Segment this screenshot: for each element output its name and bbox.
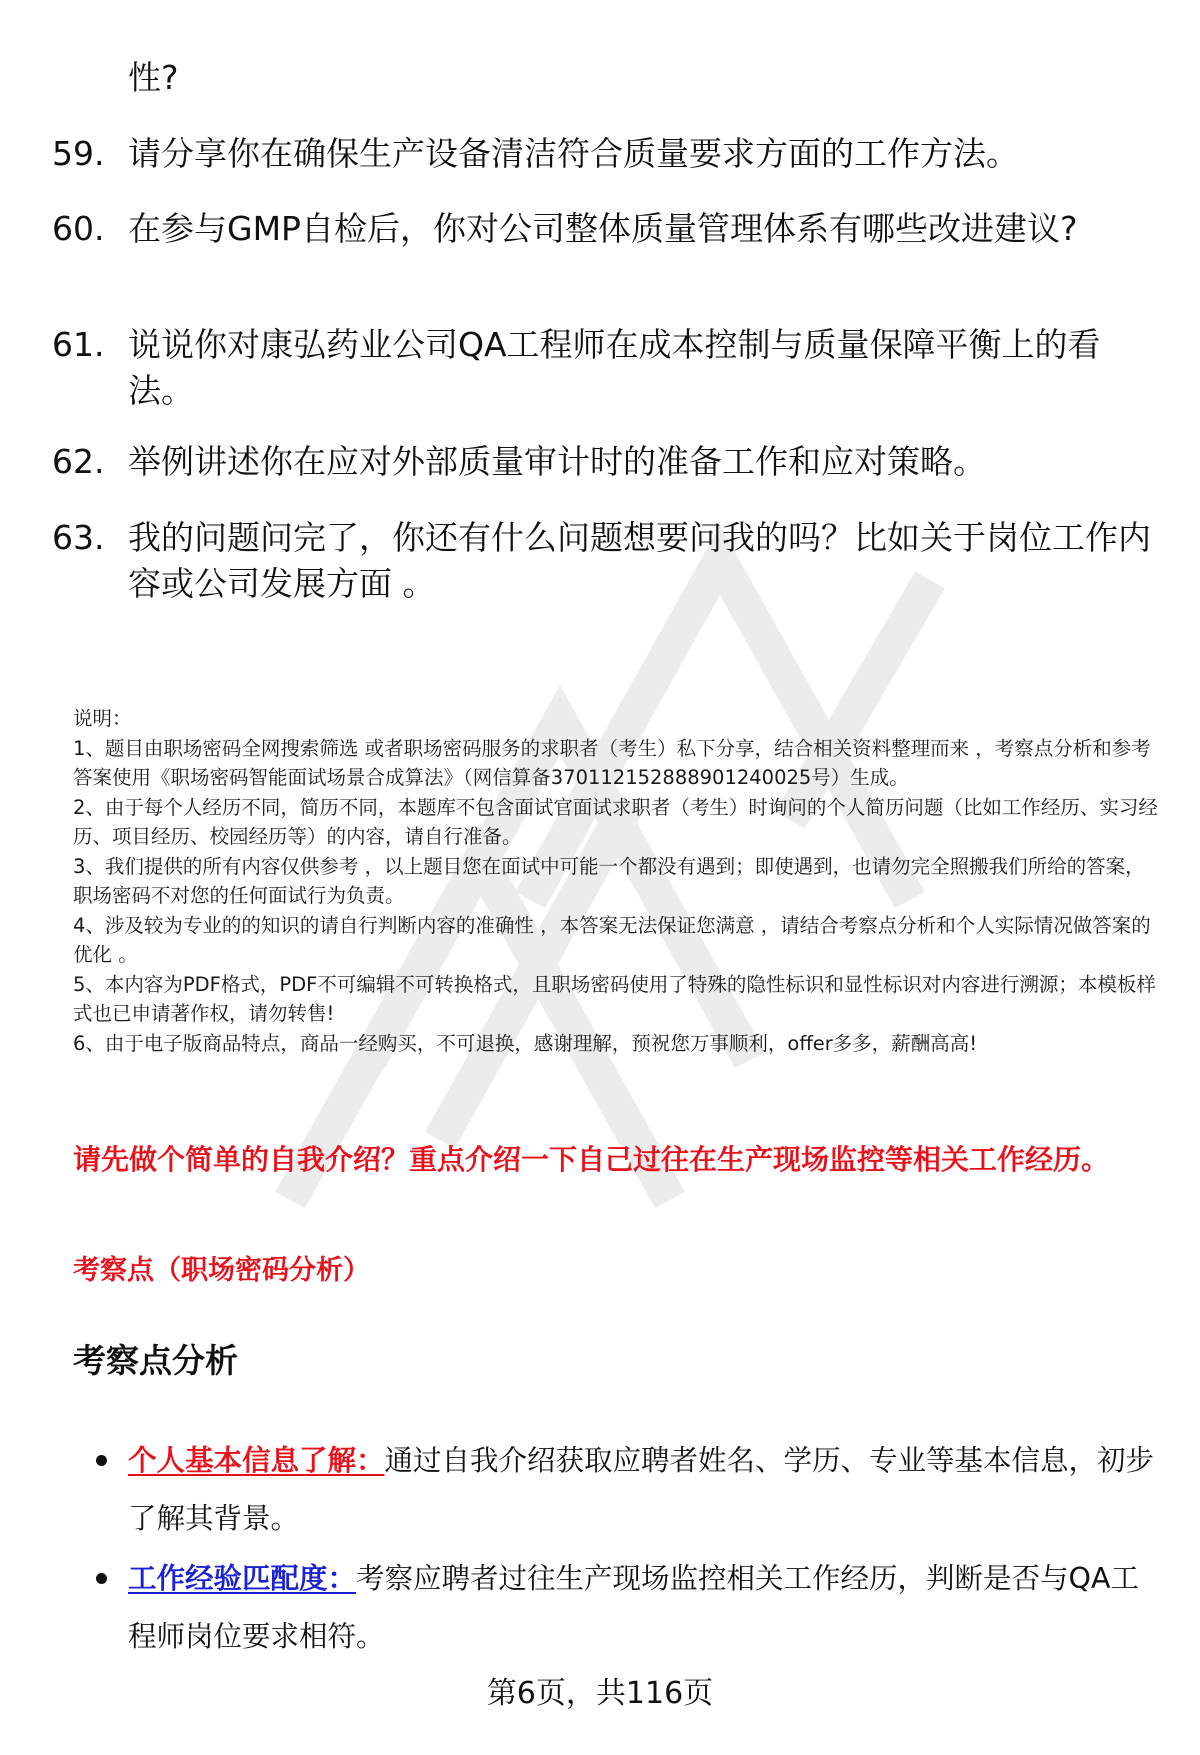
page-indicator: 第6页，共116页 [486,1676,714,1711]
notes-item: 5、本内容为PDF格式，PDF不可编辑不可转换格式，且职场密码使用了特殊的隐性标识和显性标识对内容进行溯源；本模板样式也已申请著作权，请勿转售! [73,972,1156,1025]
question-number: 63. [52,518,105,557]
question-text: 举例讲述你在应对外部质量审计时的准备工作和应对策略。 [128,442,986,481]
notes-item: 4、涉及较为专业的的知识的请自行判断内容的准确性 ，本答案无法保证您满意 ，请结合考察点分析和个人实际情况做答案的优化 。 [73,913,1151,966]
question-item [52,131,1162,177]
question-item [52,322,1162,414]
featured-question: 请先做个简单的自我介绍？重点介绍一下自己过往在生产现场监控等相关工作经历。 [73,1143,1110,1176]
notes-item: 2、由于每个人经历不同，简历不同，本题库不包含面试官面试求职者（考生）时询问的个人简历问题（比如工作经历、实习经历、项目经历、校园经历等）的内容，请自行准备。 [73,795,1158,848]
analysis-section-title: 考察点分析 [73,1341,238,1380]
bullet-icon [96,1573,107,1584]
disclaimer-notes [73,704,1163,1058]
question-number: 61. [52,325,105,364]
bullet-icon [96,1455,107,1466]
question-item [52,206,1162,252]
notes-item: 1、题目由职场密码全网搜索筛选 或者职场密码服务的求职者（考生）私下分享，结合相关资料整理而来 ，考察点分析和参考答案使用《职场密码智能面试场景合成算法》（网信算备370112152888901240025号）生成。 [73,736,1151,789]
question-text: 在参与GMP自检后，你对公司整体质量管理体系有哪些改进建议? [128,209,1078,248]
question-number: 62. [52,442,105,481]
question-number: 59. [52,134,105,173]
analysis-keyword: 个人基本信息了解： [128,1444,385,1477]
notes-item: 6、由于电子版商品特点，商品一经购买，不可退换，感谢理解，预祝您万事顺利，offer多多，薪酬高高! [73,1031,978,1055]
notes-item: 3、我们提供的所有内容仅供参考 ，以上题目您在面试中可能一个都没有遇到；即使遇到，也请勿完全照搬我们所给的答案，职场密码不对您的任何面试行为负责。 [73,854,1145,907]
question-item [52,515,1162,607]
featured-subheading: 考察点（职场密码分析） [73,1255,370,1286]
analysis-points-list [96,1432,1166,1668]
question-continuation [52,55,1162,101]
analysis-text: 通过自我介绍获取应聘者姓名、学历、专业等基本信息，初步了解其背景。 [128,1444,1155,1535]
notes-heading: 说明： [73,707,132,730]
analysis-keyword: 工作经验匹配度： [128,1562,357,1595]
analysis-text: 考察应聘者过往生产现场监控相关工作经历，判断是否与QA工程师岗位要求相符。 [128,1562,1139,1653]
question-number: 60. [52,209,105,248]
analysis-point [96,1432,1166,1548]
question-item [52,439,1162,485]
question-text: 我的问题问完了，你还有什么问题想要问我的吗？比如关于岗位工作内容或公司发展方面 。 [128,518,1151,603]
analysis-point [96,1550,1166,1666]
question-text: 说说你对康弘药业公司QA工程师在成本控制与质量保障平衡上的看法。 [128,325,1101,410]
question-continuation-text: 性? [128,58,179,97]
question-text: 请分享你在确保生产设备清洁符合质量要求方面的工作方法。 [128,134,1019,173]
